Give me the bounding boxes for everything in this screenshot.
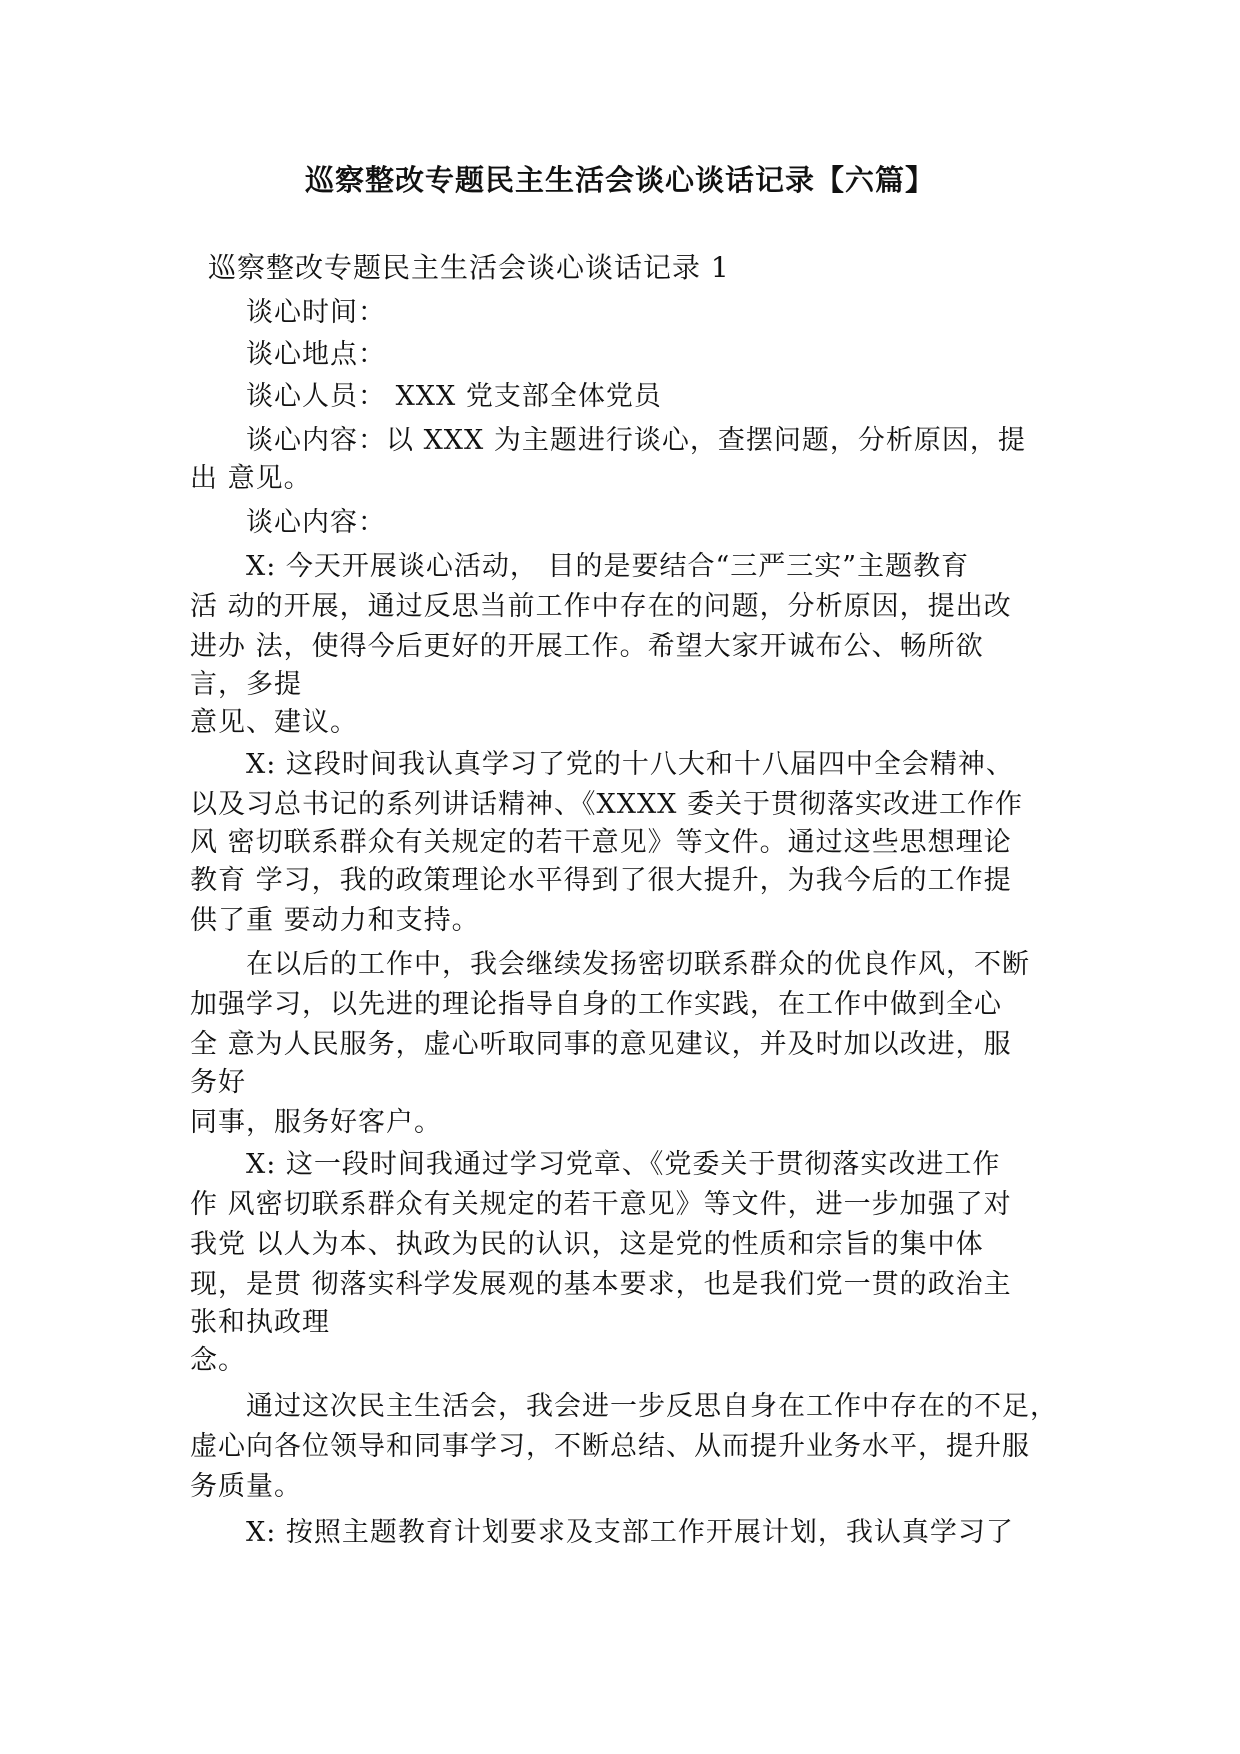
paragraph-line: X: 这段时间我认真学习了党的十八大和十八届四中全会精神、 (246, 749, 1014, 780)
paragraph-line: 同事，服务好客户。 (190, 1107, 442, 1138)
paragraph-line: 言，多提 (190, 669, 302, 700)
paragraph-line: 虚心向各位领导和同事学习，不断总结、从而提升业务水平，提升服 (190, 1431, 1030, 1462)
document-subtitle: 巡察整改专题民主生活会谈心谈话记录 1 (208, 251, 730, 284)
paragraph-line: 在以后的工作中，我会继续发扬密切联系群众的优良作风，不断 (246, 949, 1030, 980)
document-title: 巡察整改专题民主生活会谈心谈话记录【六篇】 (304, 163, 935, 197)
paragraph-line: 务好 (190, 1067, 246, 1098)
paragraph-line: 以及习总书记的系列讲话精神、《XXXX 委关于贯彻落实改进工作作 (190, 789, 1023, 820)
paragraph-line: 供了重 要动力和支持。 (190, 905, 480, 936)
paragraph-line: X: 这一段时间我通过学习党章、《党委关于贯彻落实改进工作 (246, 1149, 1001, 1180)
talk-participants: 谈心人员： XXX 党支部全体党员 (246, 381, 662, 412)
paragraph-line: 风 密切联系群众有关规定的若干意见》等文件。通过这些思想理论 (190, 827, 1012, 858)
paragraph-line: 现，是贯 彻落实科学发展观的基本要求，也是我们党一贯的政治主 (190, 1269, 1012, 1300)
talk-content-line: 谈心内容：以 XXX 为主题进行谈心，查摆问题，分析原因，提 (246, 425, 1026, 456)
paragraph-line: 教育 学习，我的政策理论水平得到了很大提升，为我今后的工作提 (190, 865, 1012, 896)
paragraph-line: 活 动的开展，通过反思当前工作中存在的问题，分析原因，提出改 (190, 591, 1012, 622)
talk-time-label: 谈心时间： (246, 297, 386, 328)
paragraph-line: 加强学习，以先进的理论指导自身的工作实践，在工作中做到全心 (190, 989, 1002, 1020)
paragraph-line: 进办 法，使得今后更好的开展工作。希望大家开诚布公、畅所欲 (190, 631, 984, 662)
paragraph-line: X: 按照主题教育计划要求及支部工作开展计划，我认真学习了 (246, 1517, 1014, 1548)
paragraph-line: 作 风密切联系群众有关规定的若干意见》等文件，进一步加强了对 (190, 1189, 1012, 1220)
paragraph-line: X: 今天开展谈心活动， 目的是要结合“三严三实”主题教育 (246, 551, 970, 582)
paragraph-line: 通过这次民主生活会，我会进一步反思自身在工作中存在的不足， (246, 1391, 1058, 1422)
talk-place-label: 谈心地点： (246, 339, 386, 370)
paragraph-line: 意见、建议。 (190, 707, 358, 738)
paragraph-line: 务质量。 (190, 1471, 302, 1502)
talk-content-heading: 谈心内容： (246, 507, 386, 538)
paragraph-line: 全 意为人民服务，虚心听取同事的意见建议，并及时加以改进，服 (190, 1029, 1012, 1060)
paragraph-line: 张和执政理 (190, 1307, 330, 1338)
paragraph-line: 我党 以人为本、执政为民的认识，这是党的性质和宗旨的集中体 (190, 1229, 984, 1260)
paragraph-line: 念。 (190, 1345, 246, 1376)
talk-content-line: 出 意见。 (190, 463, 312, 494)
